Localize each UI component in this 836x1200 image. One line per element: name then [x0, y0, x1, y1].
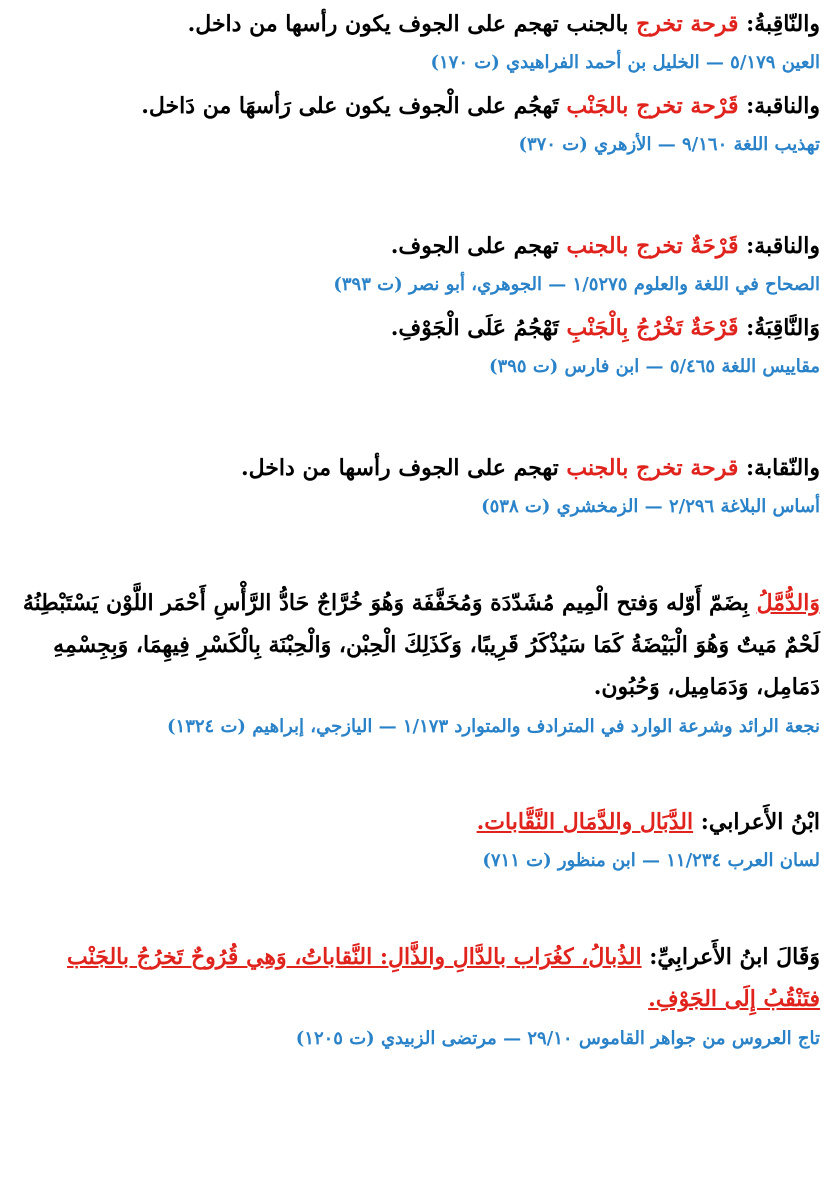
entry-source: نجعة الرائد وشرعة الوارد في المترادف والمتوارد ١/١٧٣ — اليازجي، إبراهيم (ت ١٣٢٤) [167, 716, 820, 737]
entry-definition: تَهجُم على الْجوف يكون على رَأسهَا من دَاخل. [141, 93, 567, 119]
entry-definition: تَهْجُمُ عَلَى الْجَوْفِ. [390, 315, 567, 341]
entry-headword: والنّقابة: [746, 455, 820, 481]
entry-headword: وَالنَّاقِبَةُ: [746, 315, 820, 341]
spacer [14, 884, 820, 936]
entry-quote: الذُبالُ، كغُرَاب بالدَّالِ والذَّالِ: النَّقاباتُ، وَهِي قُرُوحٌ تَخرُجُ بالجَنْب فتَنْقُبُ إِلَى الجَوْفِ. [67, 944, 820, 1012]
dictionary-entry [14, 86, 820, 162]
entry-quote: قرحة تخرج بالجنب [566, 455, 739, 481]
entry-headword: والناقبة: [746, 233, 820, 259]
spacer [14, 750, 820, 802]
entry-headword: وَقَالَ ابنُ الأَعرابِيِّ: [649, 944, 820, 970]
entry-text [14, 308, 820, 348]
dictionary-entry [14, 936, 820, 1056]
entry-headword: ابْنُ الأَعرابي: [700, 809, 820, 835]
dictionary-entry [14, 4, 820, 80]
entry-source: الصحاح في اللغة والعلوم ١/٥٢٧٥ — الجوهري، أبو نصر (ت ٣٩٣) [333, 274, 820, 295]
entry-text [14, 582, 820, 708]
entry-source: أساس البلاغة ٢/٢٩٦ — الزمخشري (ت ٥٣٨) [481, 496, 820, 517]
entry-text [14, 226, 820, 266]
entry-quote: الدَّبَال والدَّمَال النَّقَّابات. [476, 809, 694, 835]
entry-headword: وَالدُّمَّلُ [756, 590, 820, 616]
entry-quote: قَرْحَةٌ تَخْرُجُ بِالْجَنْبِ [566, 315, 739, 341]
spacer [14, 168, 820, 226]
entry-definition: بِضَمّ أَوّله وَفتح الْمِيم مُشَدّدَة وَمُخَفَّفَة وَهُوَ خُرَّاجٌ حَادُّ الرَّأْسِ أَحْمَر اللَّوْن يَسْتَبْطِنُهُ لَحْمٌ مَيتٌ وَهُوَ الْبَيْضَةُ كَمَا سَيُذْكَرُ قَرِيبًا، وَكَذَلِكَ الْحِبْن، وَالْحِبْنَة بِالْكَسْرِ فِيهِمَا، وَبِجِسْمِهِ دَمَامِل، وَدَمَامِيل، وَحُبُون. [22, 590, 820, 700]
dictionary-entry [14, 308, 820, 384]
entry-quote: قَرْحَةٌ تخرج بالجنب [566, 233, 739, 259]
entry-text [14, 802, 820, 842]
dictionary-entry [14, 448, 820, 524]
entry-quote: قَرْحة تخرج بالجَنْب [566, 93, 739, 119]
dictionary-entry [14, 582, 820, 744]
entry-quote: قرحة تخرج [636, 11, 739, 37]
entry-source: العين ٥/١٧٩ — الخليل بن أحمد الفراهيدي (ت ١٧٠) [430, 52, 820, 73]
entry-headword: والنّاقِبةُ: [746, 11, 820, 37]
entry-source: تاج العروس من جواهر القاموس ٢٩/١٠ — مرتضى الزبيدي (ت ١٢٠٥) [295, 1028, 820, 1049]
entry-definition: تهجم على الجوف. [390, 233, 567, 259]
spacer [14, 530, 820, 582]
entry-definition: بالجنب تهجم على الجوف يكون رأسها من داخل. [187, 11, 637, 37]
entry-text [14, 86, 820, 126]
dictionary-entry [14, 226, 820, 302]
entry-text [14, 448, 820, 488]
entry-source: لسان العرب ١١/٢٣٤ — ابن منظور (ت ٧١١) [482, 850, 820, 871]
entry-definition: تهجم على الجوف رأسها من داخل. [240, 455, 567, 481]
entry-text [14, 4, 820, 44]
dictionary-entry [14, 802, 820, 878]
entry-source: مقاييس اللغة ٥/٤٦٥ — ابن فارس (ت ٣٩٥) [489, 356, 820, 377]
spacer [14, 390, 820, 448]
entry-headword: والناقبة: [746, 93, 820, 119]
entry-text [14, 936, 820, 1020]
entry-source: تهذيب اللغة ٩/١٦٠ — الأزهري (ت ٣٧٠) [518, 134, 820, 155]
